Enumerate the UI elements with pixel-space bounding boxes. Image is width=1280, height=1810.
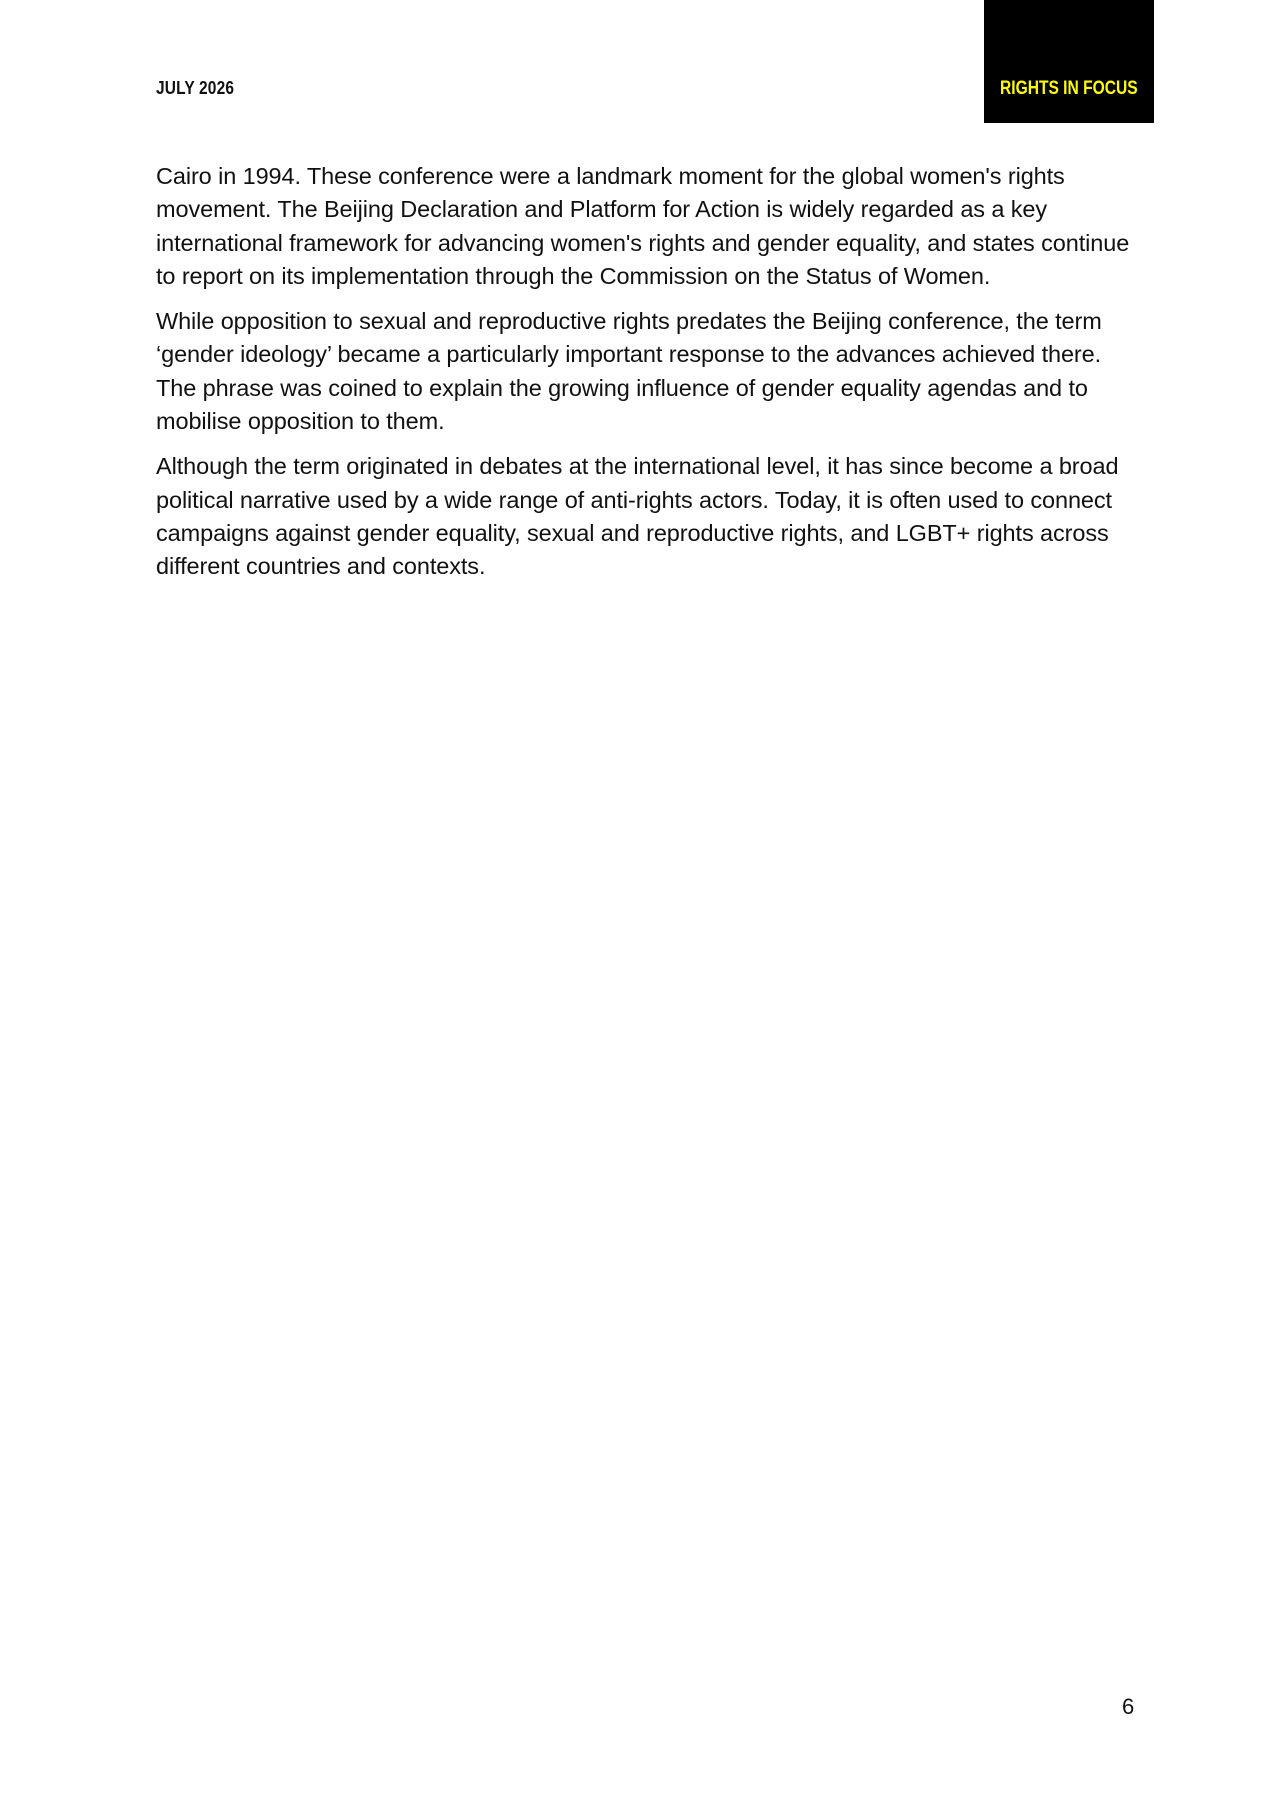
brand-label: RIGHTS IN FOCUS [1000, 78, 1138, 99]
paragraph: Although the term originated in debates at the international level, it has since become a broad political narrative used by a wide range of anti-rights actors. Today, it is often used to connect campaigns against gender equality, sexual and reproductive rights, and LGBT+ rights across different countries and contexts. [156, 453, 1119, 580]
brand-badge [984, 0, 1154, 123]
paragraph: While opposition to sexual and reproductive rights predates the Beijing conference, the term ‘gender ideology’ became a particularly important response to the advances achieved there. The phrase was coined to explain the growing influence of gender equality agendas and to mobilise opposition to them. [156, 308, 1102, 435]
header-date: JULY 2026 [156, 78, 235, 98]
page-number: 6 [1122, 1694, 1135, 1719]
paragraph: Cairo in 1994. These conference were a landmark moment for the global women's rights movement. The Beijing Declaration and Platform for Action is widely regarded as a key international framework for advancing women's rights and gender equality, and states continue to report on its implementation through the Commission on the Status of Women. [156, 163, 1130, 289]
body-text [156, 160, 1136, 596]
